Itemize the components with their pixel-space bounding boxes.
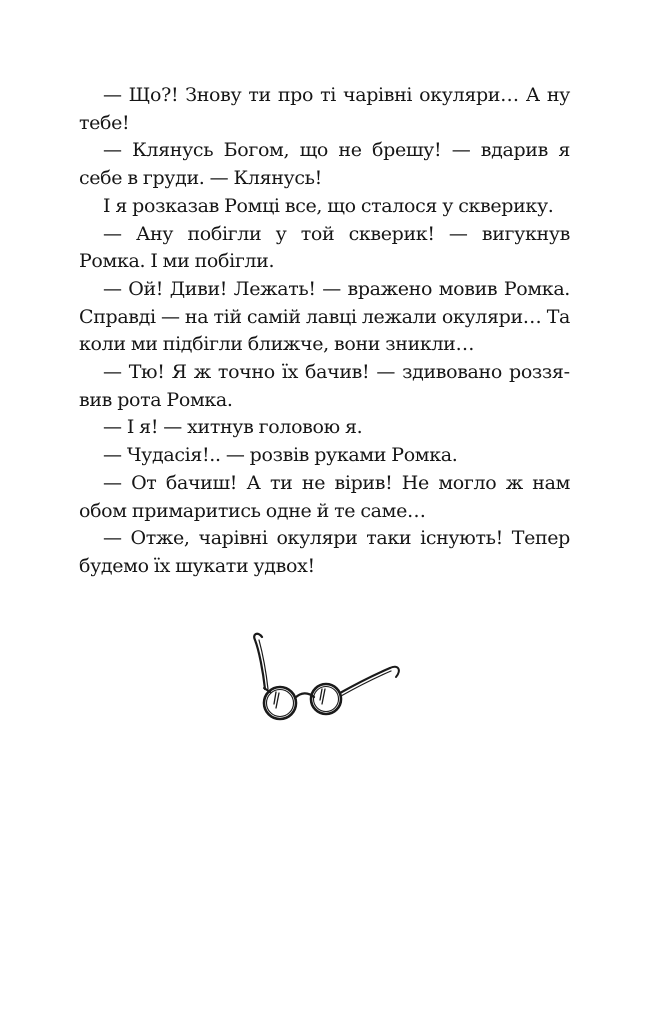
paragraph-5: — Ой! Диви! Лежать! — вражено мовив Ромка. Справді — на тій самій лавці лежали окуляри… Та коли ми підбігли ближче, вони зникли… [79,277,570,356]
eyeglasses-drawing [238,626,408,730]
paragraph-4: — Ану побігли у той скверик! — вигукнув Ромка. І ми побігли. [79,222,570,273]
eyeglasses-icon [238,626,408,730]
paragraph-10: — Отже, чарівні окуляри таки існують! Тепер будемо їх шукати удвох! [79,527,570,577]
paragraph-8: — Чудасія!.. — розвів руками Ромка. [103,444,458,467]
paragraph-2: — Клянусь Богом, що не брешу! — вдарив я себе в груди. — Клянусь! [79,139,570,190]
paragraph-3: І я розказав Ромці все, що сталося у скверику. [103,194,554,217]
paragraph-6: — Тю! Я ж точно їх бачив! — здивовано роззявив рота Ромка. [79,361,570,411]
paragraph-9: — От бачиш! А ти не вірив! Не могло ж нам обом примаритись одне й те саме… [79,471,570,522]
story-text [79,82,570,581]
paragraph-1: — Що?! Знову ти про ті чарівні окуляри… А ну тебе! [79,84,570,134]
paragraph-7: — І я! — хитнув головою я. [103,416,363,439]
